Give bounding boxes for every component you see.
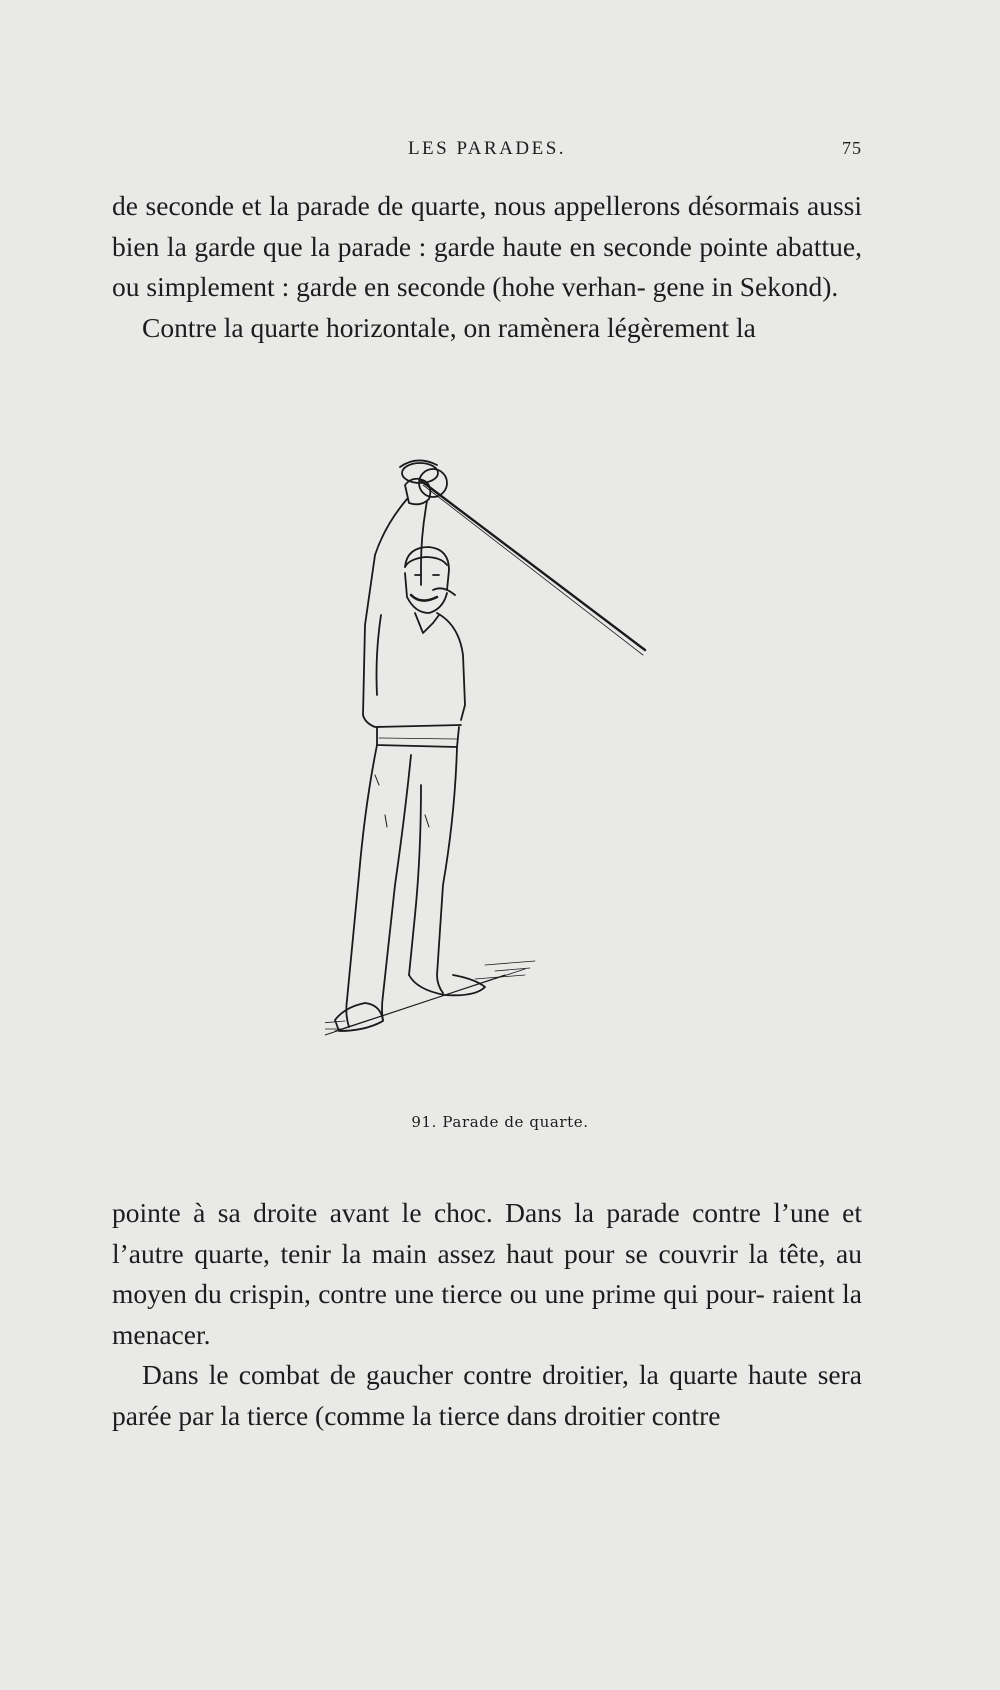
paragraph xyxy=(112,1355,862,1436)
page-number: 75 xyxy=(842,138,862,158)
bottom-text-block xyxy=(112,1193,862,1436)
text-line: Dans le combat de gaucher contre droitier, la quarte haute xyxy=(142,1359,808,1390)
text-line: raient la menacer. xyxy=(112,1278,862,1350)
running-title: LES PARADES. xyxy=(407,138,567,159)
text-line: pointe à sa droite avant le choc. Dans la parade contre l’une et xyxy=(112,1197,862,1228)
text-line: pointe abattue, ou simplement : garde en seconde (hohe verhan- xyxy=(112,230,862,302)
paragraph-continued xyxy=(112,186,862,308)
text-line: de seconde et la parade de quarte, nous appellerons désormais xyxy=(112,190,800,221)
running-head xyxy=(112,138,862,168)
text-line: au moyen du crispin, contre une tierce ou une prime qui pour- xyxy=(112,1237,863,1309)
top-text-block xyxy=(112,186,862,348)
paragraph-continued xyxy=(112,1193,862,1355)
paragraph xyxy=(112,308,862,349)
text-line: gene in Sekond). xyxy=(652,271,839,302)
text-line: Contre la quarte horizontale, on ramènera légèrement la xyxy=(142,311,756,343)
text-line: l’autre quarte, tenir la main assez haut pour se couvrir la tête, xyxy=(112,1237,826,1269)
figure-caption: 91. Parade de quarte. xyxy=(411,1113,589,1131)
text-line: aussi bien la garde que la parade : garde haute en seconde xyxy=(112,190,862,262)
text-line: sera parée par la tierce (comme la tierce dans droitier contre xyxy=(112,1359,863,1431)
fencer-parade-de-quarte-illustration xyxy=(325,455,665,1105)
